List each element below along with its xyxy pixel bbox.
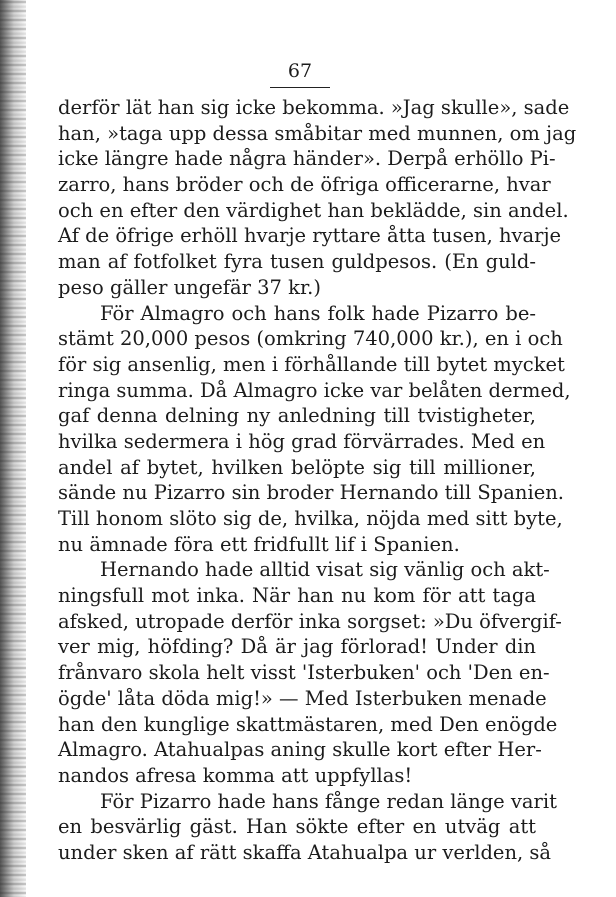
page-spine-shadow [0, 0, 26, 897]
text-line: nandos afresa komma att uppfyllas! [58, 763, 413, 787]
text-line: För Pizarro hade hans fånge redan länge varit [100, 789, 557, 813]
text-line: för sig ansenlig, men i förhållande till bytet mycket [58, 352, 565, 376]
text-line: andel af bytet, hvilken belöpte sig till millioner, [58, 455, 536, 479]
text-line: och en efter den värdighet han beklädde, sin andel. [58, 198, 569, 222]
text-line: man af fotfolket fyra tusen guldpesos. (En guld- [58, 250, 536, 274]
text-line: Almagro. Atahualpas aning skulle kort efter Her- [58, 738, 542, 762]
page-number-rule [270, 87, 330, 88]
text-line: sände nu Pizarro sin broder Hernando till Spanien. [58, 481, 564, 505]
text-line: under sken af rätt skaffa Atahualpa ur verlden, så [58, 840, 552, 864]
text-line: ringa summa. Då Almagro icke var belåten dermed, [58, 378, 571, 402]
text-line: derför lät han sig icke bekomma. »Jag skulle», sade [58, 96, 570, 119]
text-line: peso gäller ungefär 37 kr.) [58, 275, 321, 299]
text-line: ningsfull mot inka. När han nu kom för att taga [58, 584, 536, 608]
page-number: 67 [287, 60, 313, 82]
text-line: hvilka sedermera i hög grad förvärrades. Med en [58, 429, 546, 453]
text-line: stämt 20,000 pesos (omkring 740,000 kr.), en i och [58, 327, 563, 351]
text-line: en besvärlig gäst. Han sökte efter en utväg att [58, 815, 536, 839]
text-line: zarro, hans bröder och de öfriga officerarne, hvar [58, 173, 551, 197]
text-line: gaf denna delning ny anledning till tvistigheter, [58, 404, 536, 428]
text-line: nu ämnade föra ett fridfullt lif i Spanien. [58, 532, 460, 556]
text-line: icke längre hade några händer». Derpå erhöllo Pi- [58, 147, 556, 171]
text-line: Af de öfrige erhöll hvarje ryttare åtta tusen, hvarje [58, 224, 562, 248]
text-line: afsked, utropade derför inka sorgset: »Du öfvergif- [58, 609, 562, 633]
text-line: ögde' låta döda mig!» — Med Isterbuken menade [58, 686, 547, 710]
text-line: han den kunglige skattmästaren, med Den enögde [58, 712, 558, 736]
text-line: han, »taga upp dessa småbitar med munnen, om jag [58, 121, 577, 145]
text-line: För Almagro och hans folk hade Pizarro be- [100, 301, 536, 325]
text-line: Hernando hade alltid visat sig vänlig och akt- [100, 558, 550, 582]
body-text [58, 95, 577, 866]
text-line: frånvaro skola helt visst 'Isterbuken' och 'Den en- [58, 661, 550, 685]
text-line: Till honom slöto sig de, hvilka, nöjda med sitt byte, [58, 507, 563, 530]
text-line: ver mig, höfding? Då är jag förlorad! Under din [58, 635, 536, 659]
